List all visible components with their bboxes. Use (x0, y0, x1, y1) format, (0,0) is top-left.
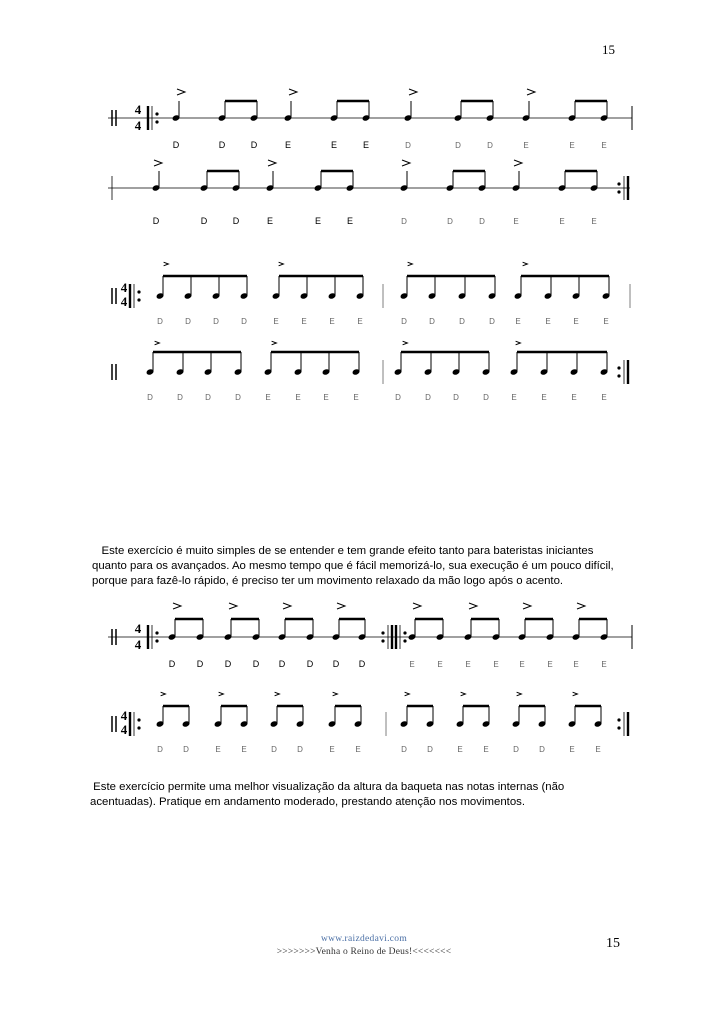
sticking-label: E (346, 216, 354, 226)
repeat-dot (617, 718, 620, 721)
exercise2-description (90, 780, 564, 810)
repeat-dot (137, 718, 140, 721)
footer-url: www.raizdedavi.com (320, 934, 408, 944)
sticking-label: E (569, 141, 575, 150)
sticking-label: E (314, 216, 322, 226)
sticking-label: E (323, 393, 329, 402)
sticking-label: E (409, 660, 415, 669)
sticking-label: E (483, 745, 489, 754)
sticking-label: D (152, 216, 160, 226)
accent-mark (517, 692, 522, 696)
accent-mark (403, 341, 408, 345)
exercise1-line-2: quanto para os avançados. Ao mesmo tempo que é fácil memorizá-lo, sua execução é um pouco difícil, (92, 560, 614, 572)
accent-mark (173, 603, 181, 609)
accent-mark (333, 692, 338, 696)
sticking-label: D (147, 393, 153, 402)
time-signature-bottom: 4 (120, 722, 128, 737)
sticking-label: E (513, 217, 519, 226)
sticking-label: E (595, 745, 601, 754)
sticking-label: E (545, 317, 551, 326)
sticking-label: E (573, 660, 579, 669)
repeat-dot (381, 631, 384, 634)
sticking-label: D (453, 393, 459, 402)
sticking-label: E (215, 745, 221, 754)
accent-mark (155, 341, 160, 345)
sticking-label: E (519, 660, 525, 669)
repeat-dot (403, 639, 406, 642)
sticking-label: E (284, 140, 292, 150)
sticking-label: E (329, 317, 335, 326)
accent-mark (219, 692, 224, 696)
accent-mark (161, 692, 166, 696)
sticking-label: D (401, 317, 407, 326)
sticking-label: D (429, 317, 435, 326)
sticking-label: E (571, 393, 577, 402)
sticking-label: E (357, 317, 363, 326)
accent-mark (283, 603, 291, 609)
sticking-label: D (401, 217, 407, 226)
sticking-label: E (511, 393, 517, 402)
sticking-label: E (266, 216, 274, 226)
repeat-dot (381, 639, 384, 642)
sticking-label: E (353, 393, 359, 402)
sticking-label: D (489, 317, 495, 326)
accent-mark (408, 262, 413, 266)
footer-slogan: >>>>>>>Venha o Reino de Deus!<<<<<<< (276, 947, 452, 957)
accent-mark (272, 341, 277, 345)
sticking-label: D (168, 659, 176, 669)
sticking-label: D (196, 659, 204, 669)
sticking-label: D (425, 393, 431, 402)
sticking-label: D (401, 745, 407, 754)
sticking-label: D (539, 745, 545, 754)
sticking-label: E (493, 660, 499, 669)
sticking-label: D (224, 659, 232, 669)
sticking-label: E (362, 140, 370, 150)
sticking-label: E (295, 393, 301, 402)
sticking-label: E (559, 217, 565, 226)
accent-mark (527, 89, 535, 95)
accent-mark (461, 692, 466, 696)
repeat-dot (617, 366, 620, 369)
time-signature-bottom: 4 (120, 294, 128, 309)
accent-mark (413, 603, 421, 609)
sticking-label: E (241, 745, 247, 754)
accent-mark (523, 603, 531, 609)
accent-mark (268, 160, 276, 166)
sticking-label: E (329, 745, 335, 754)
sticking-label: E (437, 660, 443, 669)
exercise1-line-1: Este exercício é muito simples de se entender e tem grande efeito tanto para bateristas iniciantes (92, 545, 594, 557)
accent-mark (409, 89, 417, 95)
accent-mark (523, 262, 528, 266)
time-signature-bottom: 4 (134, 637, 142, 652)
sticking-label: D (395, 393, 401, 402)
accent-mark (469, 603, 477, 609)
sticking-label: D (218, 140, 226, 150)
time-signature-top: 4 (134, 102, 142, 117)
sticking-label: D (513, 745, 519, 754)
sticking-label: D (306, 659, 314, 669)
time-signature-top: 4 (120, 708, 128, 723)
sticking-label: D (235, 393, 241, 402)
accent-mark (573, 692, 578, 696)
sticking-label: E (515, 317, 521, 326)
accent-mark (289, 89, 297, 95)
sticking-label: D (487, 141, 493, 150)
sticking-label: D (297, 745, 303, 754)
page-number-bottom: 15 (606, 936, 620, 951)
exercise1-line-3: porque para fazê-lo rápido, é preciso ter um movimento relaxado da mão logo após o acento. (92, 575, 564, 587)
sticking-label: D (200, 216, 208, 226)
sticking-label: D (483, 393, 489, 402)
accent-mark (275, 692, 280, 696)
sticking-label: E (601, 393, 607, 402)
time-signature-bottom: 4 (134, 118, 142, 133)
sticking-label: E (457, 745, 463, 754)
repeat-dot (617, 182, 620, 185)
sticking-label: D (157, 745, 163, 754)
sticking-label: D (241, 317, 247, 326)
sticking-label: E (591, 217, 597, 226)
sticking-label: D (455, 141, 461, 150)
repeat-dot (617, 726, 620, 729)
accent-mark (577, 603, 585, 609)
sticking-label: E (541, 393, 547, 402)
repeat-dot (137, 298, 140, 301)
sticking-label: D (271, 745, 277, 754)
sticking-label: E (465, 660, 471, 669)
sticking-label: D (447, 217, 453, 226)
repeat-dot (137, 290, 140, 293)
exercise2-line-2: acentuadas). Pratique em andamento moderado, prestando atenção nos movimentos. (90, 796, 526, 808)
sticking-label: D (232, 216, 240, 226)
sticking-label: E (273, 317, 279, 326)
sticking-label: D (205, 393, 211, 402)
repeat-dot (403, 631, 406, 634)
sticking-label: E (573, 317, 579, 326)
accent-mark (516, 341, 521, 345)
accent-mark (402, 160, 410, 166)
sticking-label: D (157, 317, 163, 326)
accent-mark (405, 692, 410, 696)
repeat-dot (155, 631, 158, 634)
accent-mark (164, 262, 169, 266)
sticking-label: E (330, 140, 338, 150)
repeat-dot (155, 112, 158, 115)
sticking-label: D (332, 659, 340, 669)
sticking-label: D (172, 140, 180, 150)
sticking-label: D (183, 745, 189, 754)
accent-mark (514, 160, 522, 166)
sticking-label: E (523, 141, 529, 150)
sticking-label: D (427, 745, 433, 754)
sticking-label: D (252, 659, 260, 669)
exercise1-description (92, 544, 614, 589)
sticking-label: D (250, 140, 258, 150)
accent-mark (279, 262, 284, 266)
repeat-dot (155, 120, 158, 123)
repeat-dot (137, 726, 140, 729)
accent-mark (337, 603, 345, 609)
sticking-label: D (213, 317, 219, 326)
sticking-label: D (177, 393, 183, 402)
time-signature-top: 4 (120, 280, 128, 295)
page-number-top: 15 (602, 42, 615, 57)
sticking-label: D (405, 141, 411, 150)
accent-mark (229, 603, 237, 609)
sticking-label: E (301, 317, 307, 326)
accent-mark (177, 89, 185, 95)
sticking-label: E (355, 745, 361, 754)
time-signature-top: 4 (134, 621, 142, 636)
accent-mark (154, 160, 162, 166)
sticking-label: E (265, 393, 271, 402)
sticking-label: D (185, 317, 191, 326)
repeat-dot (155, 639, 158, 642)
exercise2-line-1: Este exercício permite uma melhor visualização da altura da baqueta nas notas internas (não (90, 781, 565, 793)
sticking-label: E (601, 660, 607, 669)
sticking-label: E (547, 660, 553, 669)
sticking-label: D (278, 659, 286, 669)
repeat-dot (617, 374, 620, 377)
sticking-label: D (358, 659, 366, 669)
repeat-dot (617, 190, 620, 193)
sticking-label: E (601, 141, 607, 150)
sticking-label: D (479, 217, 485, 226)
sticking-label: E (569, 745, 575, 754)
sticking-label: E (603, 317, 609, 326)
sticking-label: D (459, 317, 465, 326)
